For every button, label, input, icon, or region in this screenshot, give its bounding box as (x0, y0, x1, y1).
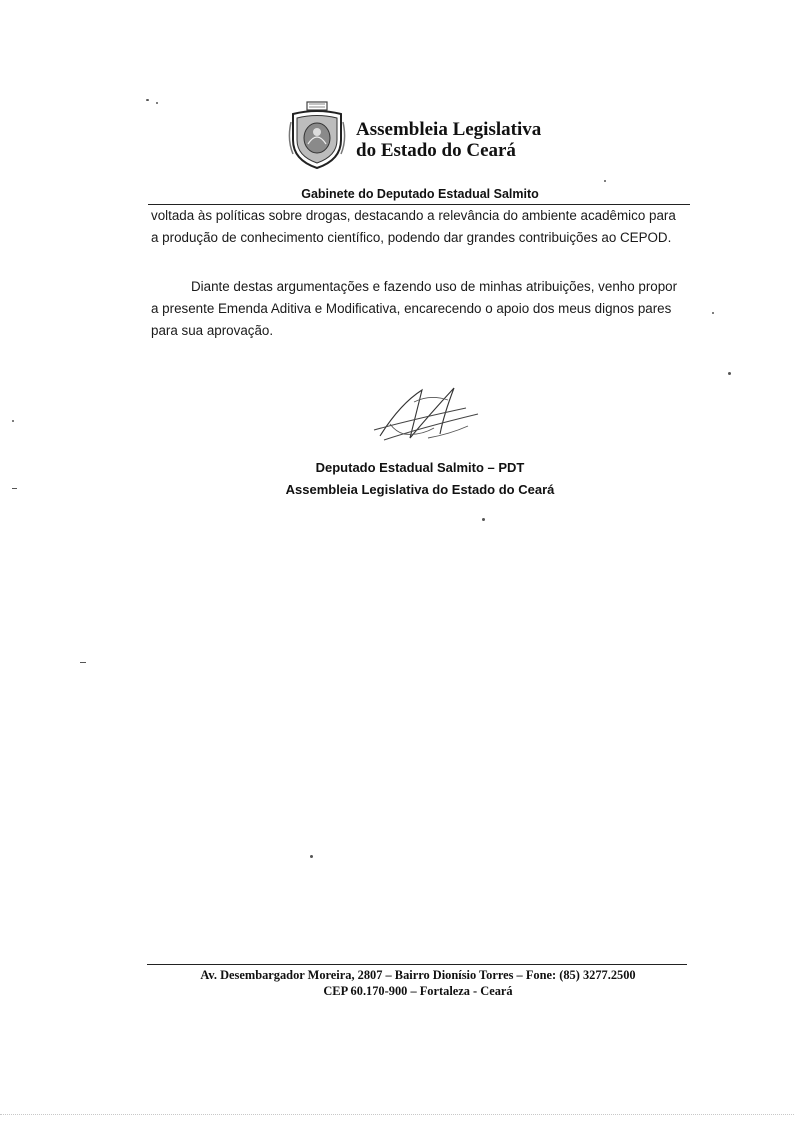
institution-name-line1: Assembleia Legislativa (356, 119, 542, 140)
institution-name-line2: do Estado do Ceará (356, 140, 516, 161)
signatory-institution: Assembleia Legislativa do Estado do Ceará (285, 482, 555, 497)
paragraph-1-line: voltada às políticas sobre drogas, destacando a relevância do ambiente acadêmico para (151, 208, 676, 223)
scan-speck (12, 488, 17, 489)
scan-speck (156, 102, 158, 104)
footer-divider (147, 964, 687, 965)
scan-edge-line (0, 1114, 794, 1115)
institution-name (356, 119, 541, 161)
signature-block (150, 457, 690, 501)
paragraph-2-line: a presente Emenda Aditiva e Modificativa, encarecendo o apoio dos meus dignos pares (151, 301, 672, 316)
paragraph-1 (151, 205, 691, 249)
scan-speck (482, 518, 485, 521)
paragraph-2-line: para sua aprovação. (151, 323, 274, 338)
scan-speck (604, 180, 606, 182)
scan-speck (310, 855, 313, 858)
scan-speck (712, 312, 714, 314)
scan-speck (80, 662, 86, 663)
handwritten-signature (370, 384, 486, 448)
footer-address-line1: Av. Desembargador Moreira, 2807 – Bairro Dionísio Torres – Fone: (85) 3277.2500 (200, 968, 636, 982)
scan-speck (728, 372, 731, 375)
paragraph-2-line: Diante destas argumentações e fazendo uso de minhas atribuições, venho propor (191, 279, 678, 294)
scan-speck (146, 99, 149, 101)
footer-address (150, 967, 686, 999)
paragraph-1-line: a produção de conhecimento científico, podendo dar grandes contribuições ao CEPOD. (151, 230, 672, 245)
state-coat-of-arms-icon (287, 100, 347, 172)
paragraph-2 (151, 276, 691, 342)
footer-address-line2: CEP 60.170-900 – Fortaleza - Ceará (323, 984, 513, 998)
office-title: Gabinete do Deputado Estadual Salmito (301, 187, 539, 201)
signatory-name: Deputado Estadual Salmito – PDT (315, 460, 525, 475)
scan-speck (12, 420, 14, 422)
